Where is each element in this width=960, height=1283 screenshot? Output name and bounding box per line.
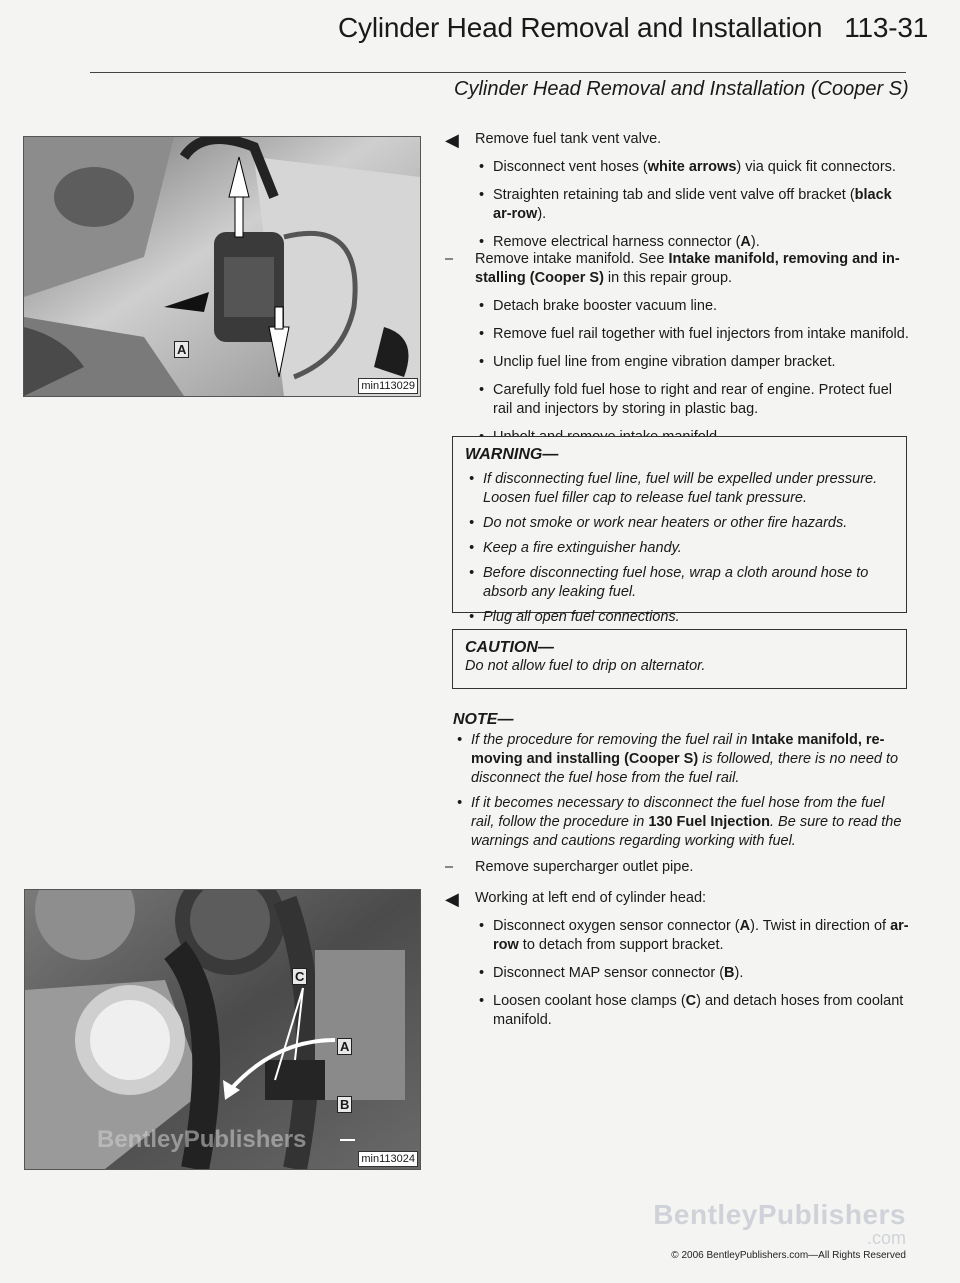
callout-c: C — [292, 968, 307, 985]
step-intro: Remove intake manifold. See Intake manifold, removing and in-stalling (Cooper S) in this repair group. — [475, 251, 900, 286]
list-item: • If the procedure for removing the fuel rail in Intake manifold, re-moving and installing (Cooper S) is followed, there is no need to disconnect the fuel hose from the fuel rail. — [453, 731, 911, 788]
publisher-watermark: BentleyPublishers — [97, 1126, 307, 1153]
step-remove-intake-manifold — [445, 250, 911, 447]
list-item: • Remove fuel rail together with fuel injectors from intake manifold. — [475, 325, 911, 344]
photo-reference-arrow-icon: ◀ — [445, 889, 459, 909]
cylinder-head-left-end-photo — [24, 889, 421, 1170]
intake-steps-list — [475, 297, 911, 447]
list-item: • Straighten retaining tab and slide vent valve off bracket (black ar-row). — [475, 186, 911, 224]
step-dash: – — [445, 859, 454, 875]
list-item: • Loosen coolant hose clamps (C) and detach hoses from coolant manifold. — [475, 992, 911, 1030]
list-item: • Detach brake booster vacuum line. — [475, 297, 911, 316]
list-item: • Disconnect vent hoses (white arrows) via quick fit connectors. — [475, 158, 911, 177]
warning-box — [452, 436, 907, 625]
step-cylinder-head-left-end — [445, 889, 911, 1030]
photo-id-tag: min113024 — [358, 1151, 418, 1167]
warning-list — [465, 470, 894, 627]
section-subtitle: Cylinder Head Removal and Installation (Cooper S) — [454, 78, 909, 100]
vent-valve-photo — [23, 136, 421, 397]
header-rule — [90, 72, 906, 73]
step-dash: – — [445, 251, 454, 267]
list-item: • Unclip fuel line from engine vibration damper bracket. — [475, 353, 911, 372]
publisher-logo — [653, 1200, 906, 1261]
vent-valve-photo-illustration — [24, 137, 420, 396]
warning-item: • If disconnecting fuel line, fuel will be expelled under pressure. Loosen fuel filler cap to release fuel tank pressure. — [465, 470, 894, 508]
warning-item: • Do not smoke or work near heaters or other fire hazards. — [465, 514, 894, 533]
step-intro: Working at left end of cylinder head: — [475, 890, 707, 906]
photo-id-tag: min113029 — [358, 378, 418, 394]
warning-item: • Plug all open fuel connections. — [465, 608, 894, 627]
warning-heading: WARNING— — [465, 446, 559, 463]
logo-wordmark: BentleyPublishers — [653, 1199, 906, 1230]
callout-b: B — [337, 1096, 352, 1113]
caution-heading: CAUTION— — [465, 639, 554, 656]
callout-a: A — [337, 1038, 352, 1055]
note-heading: NOTE— — [453, 711, 514, 728]
caution-box — [452, 629, 907, 689]
warning-item: • Keep a fire extinguisher handy. — [465, 539, 894, 558]
page-header-title — [338, 12, 928, 44]
list-item: • Remove electrical harness connector (A). — [475, 233, 911, 252]
list-item: • Disconnect MAP sensor connector (B). — [475, 964, 911, 983]
page-number: 113-31 — [844, 12, 929, 43]
list-item: • If it becomes necessary to disconnect the fuel hose from the fuel rail, follow the procedure in 130 Fuel Injection. Be sure to read the warnings and cautions regarding working with fuel. — [453, 794, 911, 851]
step-intro: Remove fuel tank vent valve. — [475, 131, 662, 147]
note-block — [453, 710, 911, 851]
logo-domain: .com — [866, 1228, 906, 1248]
list-item: • Carefully fold fuel hose to right and rear of engine. Protect fuel rail and injectors by storing in plastic bag. — [475, 381, 911, 419]
step-text: Remove supercharger outlet pipe. — [475, 859, 694, 875]
step-remove-vent-valve — [445, 130, 911, 252]
step-remove-supercharger-pipe — [445, 858, 911, 877]
list-item: • Disconnect oxygen sensor connector (A). Twist in direction of ar-row to detach from support bracket. — [475, 917, 911, 955]
warning-item: • Before disconnecting fuel hose, wrap a cloth around hose to absorb any leaking fuel. — [465, 564, 894, 602]
chapter-title: Cylinder Head Removal and Installation — [338, 12, 823, 43]
photo-reference-arrow-icon: ◀ — [445, 130, 459, 150]
caution-text: Do not allow fuel to drip on alternator. — [465, 658, 706, 674]
callout-a: A — [174, 341, 189, 358]
copyright-notice: © 2006 BentleyPublishers.com—All Rights Reserved — [671, 1250, 906, 1261]
